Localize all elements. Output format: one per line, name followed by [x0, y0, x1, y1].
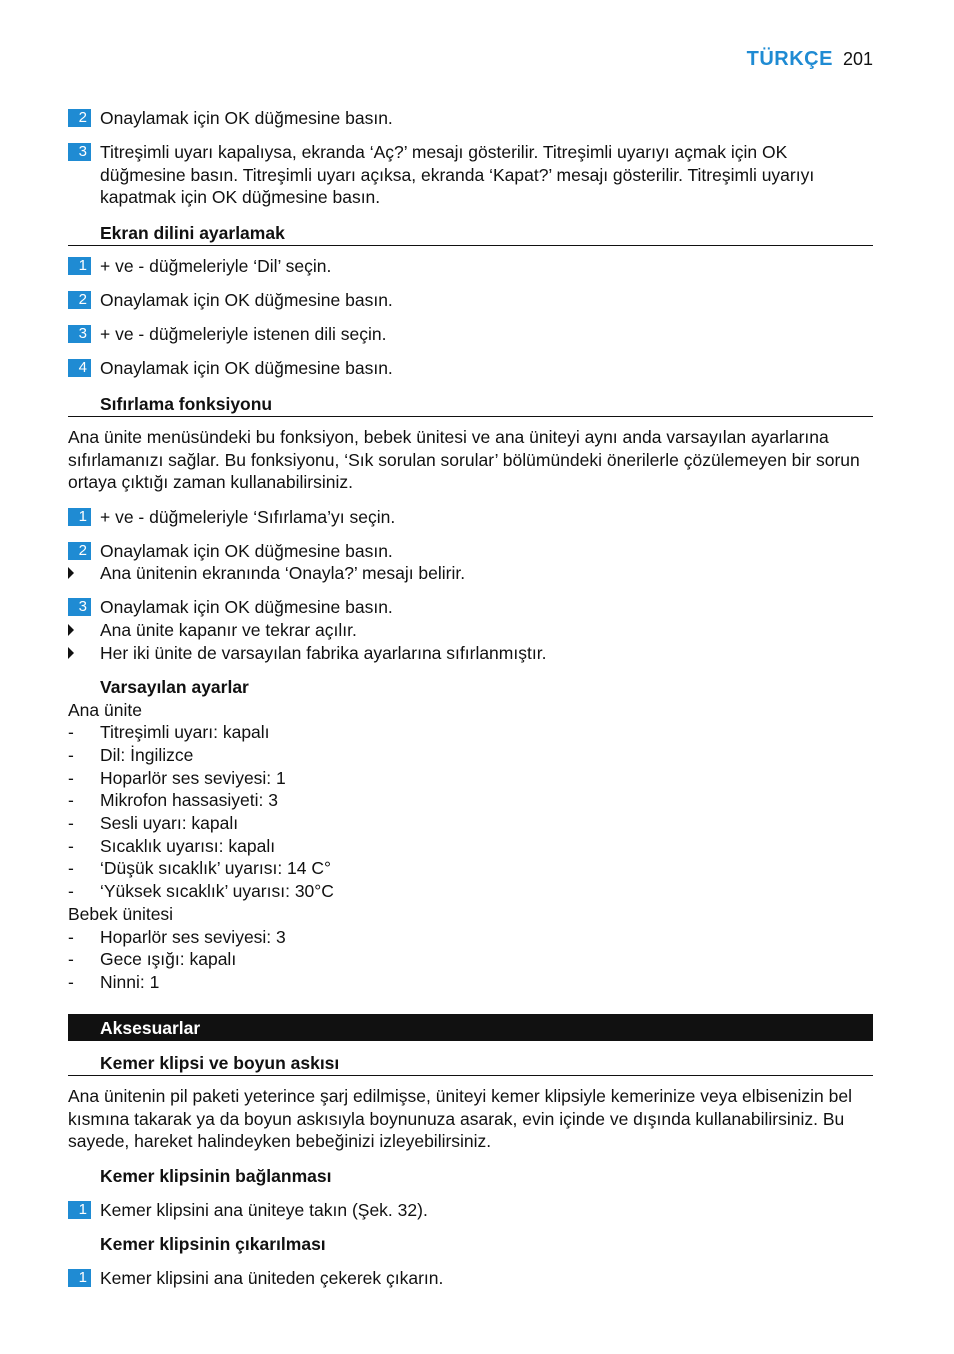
page-number: 201: [842, 49, 873, 69]
step-number: 2: [68, 109, 91, 127]
list-item: [68, 835, 275, 858]
subheading-reset: [68, 392, 873, 417]
list-item-text: ‘Düşük sıcaklık’ uyarısı: 14 C°: [100, 858, 332, 878]
subheading-screen-language: [68, 221, 873, 246]
list-item-text: Ninni: 1: [100, 972, 160, 992]
step-number: 2: [68, 542, 91, 560]
list-item-text: Titreşimli uyarı: kapalı: [100, 722, 270, 742]
step-text: + ve - düğmeleriyle ‘Sıfırlama’yı seçin.: [100, 507, 396, 527]
list-item-text: Mikrofon hassasiyeti: 3: [100, 790, 278, 810]
list-item-text: ‘Yüksek sıcaklık’ uyarısı: 30°C: [100, 881, 334, 901]
page-header: [747, 48, 873, 71]
result-item: [68, 562, 873, 585]
list-item: [68, 971, 159, 994]
subheading-text: Sıfırlama fonksiyonu: [100, 394, 273, 414]
dash-marker: -: [68, 858, 74, 878]
step-item: [68, 357, 873, 380]
step-text: Onaylamak için OK düğmesine basın.: [100, 108, 393, 128]
step-number: 3: [68, 143, 91, 161]
step-number: 1: [68, 508, 91, 526]
dash-marker: -: [68, 881, 74, 901]
dash-marker: -: [68, 927, 74, 947]
list-item-text: Sesli uyarı: kapalı: [100, 813, 239, 833]
result-arrow-icon: [68, 621, 91, 639]
result-arrow-icon: [68, 564, 91, 582]
list-item: [68, 721, 270, 744]
list-item: [68, 857, 331, 880]
step-text: + ve - düğmeleriyle istenen dili seçin.: [100, 324, 387, 344]
step-number: 1: [68, 1201, 91, 1219]
dash-marker: -: [68, 745, 74, 765]
reset-intro-paragraph: Ana ünite menüsündeki bu fonksiyon, bebek ünitesi ve ana üniteyi aynı anda varsayılan ayarlarına sıfırlamanızı sağlar. Bu fonksiyonu, ‘Sık sorulan sorular’ bölümündeki önerilerle çözülemeyen bir sorun ortaya çıktığı zaman kullanabilirsiniz.: [68, 427, 860, 493]
step-text: Kemer klipsini ana üniteye takın (Şek. 32).: [100, 1200, 428, 1220]
list-item-text: Hoparlör ses seviyesi: 3: [100, 927, 286, 947]
step-item: [68, 289, 873, 312]
step-item: [68, 107, 873, 130]
list-item: [68, 812, 238, 835]
subheading-attach-clip: Kemer klipsinin bağlanması: [100, 1166, 332, 1186]
dash-marker: -: [68, 768, 74, 788]
language-label: TÜRKÇE: [746, 48, 833, 70]
step-number: 1: [68, 257, 91, 275]
list-item-text: Sıcaklık uyarısı: kapalı: [100, 836, 276, 856]
step-item: [68, 323, 873, 346]
list-item: [68, 926, 286, 949]
list-item: [68, 880, 334, 903]
list-item-text: Dil: İngilizce: [100, 745, 194, 765]
step-number: 1: [68, 1269, 91, 1287]
subheading-belt-clip: [68, 1051, 873, 1076]
step-item: [68, 1199, 873, 1222]
step-item: [68, 255, 873, 278]
list-item: [68, 744, 193, 767]
section-header-accessories: [68, 1014, 873, 1041]
step-text: Onaylamak için OK düğmesine basın.: [100, 358, 393, 378]
baby-unit-label: Bebek ünitesi: [68, 904, 174, 924]
subheading-remove-clip: Kemer klipsinin çıkarılması: [100, 1234, 326, 1254]
step-text: Onaylamak için OK düğmesine basın.: [100, 541, 393, 561]
parent-unit-label: Ana ünite: [68, 700, 142, 720]
dash-marker: -: [68, 949, 74, 969]
list-item-text: Gece ışığı: kapalı: [100, 949, 237, 969]
subheading-defaults: Varsayılan ayarlar: [100, 677, 249, 697]
dash-marker: -: [68, 972, 74, 992]
step-item: [68, 506, 873, 529]
dash-marker: -: [68, 790, 74, 810]
result-item: [68, 642, 873, 665]
step-text: Kemer klipsini ana üniteden çekerek çıkarın.: [100, 1268, 444, 1288]
dash-marker: -: [68, 722, 74, 742]
step-item: [68, 540, 873, 563]
step-item: [68, 1267, 873, 1290]
step-number: 3: [68, 325, 91, 343]
list-item: [68, 767, 286, 790]
belt-intro-paragraph: Ana ünitenin pil paketi yeterince şarj edilmişse, üniteyi kemer klipsiyle kemerinize veya elbisenizin bel kısmına takarak ya da boyun askısıyla boynunuza asarak, evin içinde ve dışında kullanabilirsiniz. Bu sayede, hareket halindeyken bebeğinizi izleyebilirsiniz.: [68, 1086, 852, 1152]
step-number: 2: [68, 291, 91, 309]
step-number: 3: [68, 598, 91, 616]
subheading-text: Kemer klipsi ve boyun askısı: [100, 1053, 340, 1073]
step-text: Titreşimli uyarı kapalıysa, ekranda ‘Aç?’ mesajı gösterilir. Titreşimli uyarıyı açmak için OK düğmesine basın. Titreşimli uyarı açıksa, ekranda ‘Kapat?’ mesajı gösterilir. Titreşimli uyarıyı kapatmak için OK düğmesine basın.: [100, 142, 815, 208]
step-item: [68, 141, 873, 209]
dash-marker: -: [68, 813, 74, 833]
step-item: [68, 596, 873, 619]
result-item: [68, 619, 873, 642]
step-text: + ve - düğmeleriyle ‘Dil’ seçin.: [100, 256, 332, 276]
list-item: [68, 789, 278, 812]
section-title: Aksesuarlar: [100, 1018, 201, 1038]
list-item-text: Hoparlör ses seviyesi: 1: [100, 768, 286, 788]
list-item: [68, 948, 236, 971]
dash-marker: -: [68, 836, 74, 856]
result-text: Ana ünitenin ekranında ‘Onayla?’ mesajı belirir.: [100, 563, 466, 583]
result-arrow-icon: [68, 644, 91, 662]
step-number: 4: [68, 359, 91, 377]
subheading-text: Ekran dilini ayarlamak: [100, 223, 285, 243]
step-text: Onaylamak için OK düğmesine basın.: [100, 597, 393, 617]
step-text: Onaylamak için OK düğmesine basın.: [100, 290, 393, 310]
result-text: Ana ünite kapanır ve tekrar açılır.: [100, 620, 357, 640]
result-text: Her iki ünite de varsayılan fabrika ayarlarına sıfırlanmıştır.: [100, 643, 547, 663]
